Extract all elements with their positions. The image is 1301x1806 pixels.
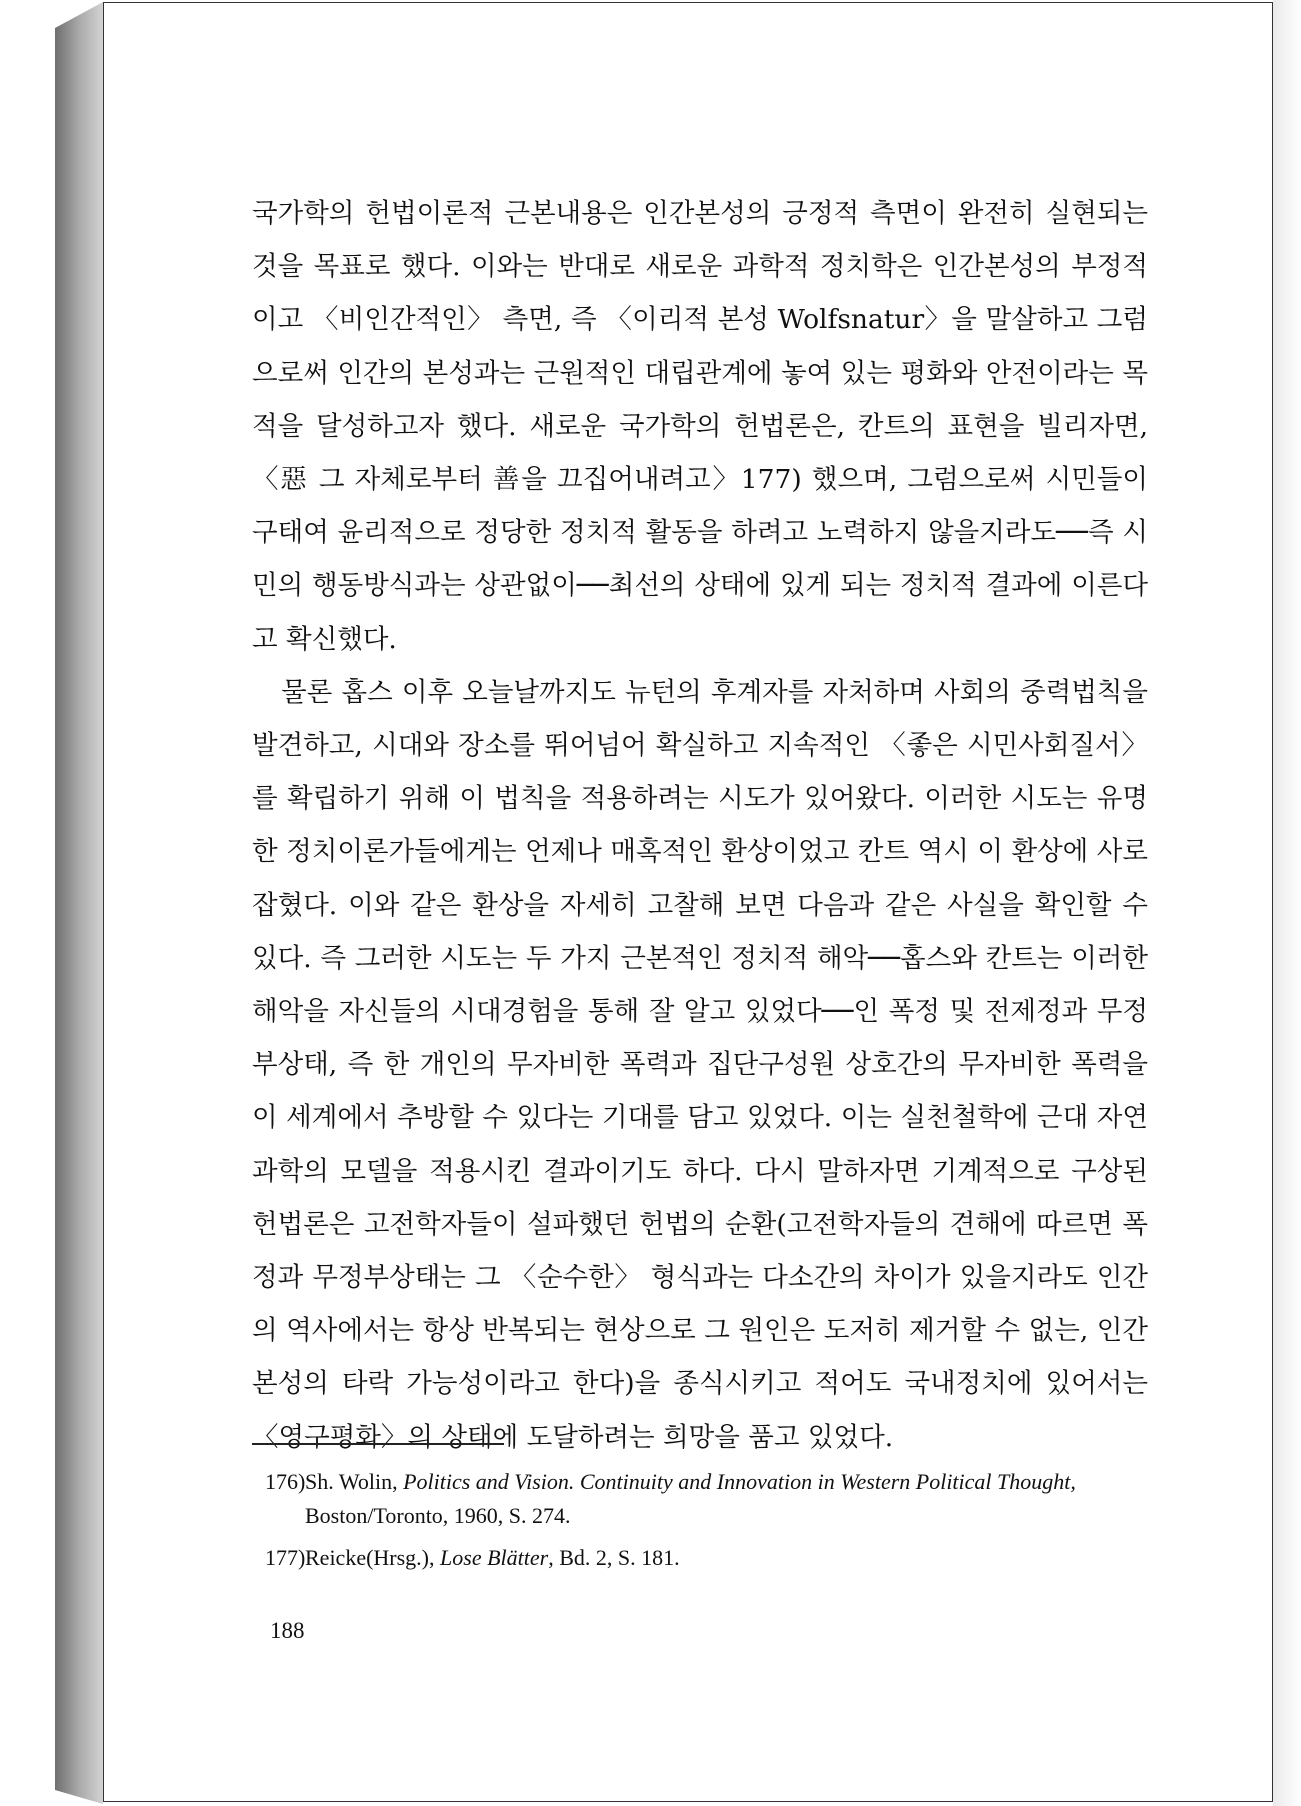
footnote-177 xyxy=(265,1541,1150,1575)
page-edge xyxy=(1273,0,1301,1806)
footnote-rest: Boston/Toronto, 1960, S. 274. xyxy=(305,1503,571,1528)
footnote-176 xyxy=(265,1465,1150,1533)
footnote-number: 176) xyxy=(265,1469,306,1494)
footnote-rest: , Bd. 2, S. 181. xyxy=(548,1545,680,1570)
footnote-title: Lose Blätter xyxy=(440,1545,549,1570)
footnote-text xyxy=(305,1465,1150,1533)
footnote-number: 177) xyxy=(265,1545,306,1570)
footnote-author: Sh. Wolin, xyxy=(305,1469,404,1494)
book-spine xyxy=(55,2,103,1804)
paragraph-1: 국가학의 헌법이론적 근본내용은 인간본성의 긍정적 측면이 완전히 실현되는 것을 목표로 했다. 이와는 반대로 새로운 과학적 정치학은 인간본성의 부정적이고 〈비인간적인〉 측면, 즉 〈이리적 본성 Wolfsnatur〉을 말살하고 그럼으로써 인간의 본성과는 근원적인 대립관계에 놓여 있는 평화와 안전이라는 목적을 달성하고자 했다. 새로운 국가학의 헌법론은, 칸트의 표현을 빌리자면, 〈惡 그 자체로부터 善을 끄집어내려고〉177) 했으며, 그럼으로써 시민들이 구태여 윤리적으로 정당한 정치적 활동을 하려고 노력하지 않을지라도──즉 시민의 행동방식과는 상관없이──최선의 상태에 있게 되는 정치적 결과에 이른다고 확신했다. xyxy=(252,198,1148,655)
footnote-title: Politics and Vision. Continuity and Innovation in Western Political Thought, xyxy=(403,1469,1076,1494)
footnotes xyxy=(265,1465,1150,1583)
footnote-divider xyxy=(252,1443,504,1445)
page-number: 188 xyxy=(270,1618,305,1643)
footnote-author: Reicke(Hrsg.), xyxy=(305,1545,441,1570)
footnote-text xyxy=(305,1541,1150,1575)
paragraph-2: 물론 홉스 이후 오늘날까지도 뉴턴의 후계자를 자처하며 사회의 중력법칙을 발견하고, 시대와 장소를 뛰어넘어 확실하고 지속적인 〈좋은 시민사회질서〉를 확립하기 위해 이 법칙을 적용하려는 시도가 있어왔다. 이러한 시도는 유명한 정치이론가들에게는 언제나 매혹적인 환상이었고 칸트 역시 이 환상에 사로잡혔다. 이와 같은 환상을 자세히 고찰해 보면 다음과 같은 사실을 확인할 수 있다. 즉 그러한 시도는 두 가지 근본적인 정치적 해악──홉스와 칸트는 이러한 해악을 자신들의 시대경험을 통해 잘 알고 있었다──인 폭정 및 전제정과 무정부상태, 즉 한 개인의 무자비한 폭력과 집단구성원 상호간의 무자비한 폭력을 이 세계에서 추방할 수 있다는 기대를 담고 있었다. 이는 실천철학에 근대 자연과학의 모델을 적용시킨 결과이기도 하다. 다시 말하자면 기계적으로 구상된 헌법론은 고전학자들이 설파했던 헌법의 순환(고전학자들의 견해에 따르면 폭정과 무정부상태는 그 〈순수한〉 형식과는 다소간의 차이가 있을지라도 인간의 역사에서는 항상 반복되는 현상으로 그 원인은 도저히 제거할 수 없는, 인간본성의 타락 가능성이라고 한다)을 종식시키고 적어도 국내정치에 있어서는 〈영구평화〉의 상태에 도달하려는 희망을 품고 있었다. xyxy=(252,676,1148,1453)
body-text xyxy=(252,187,1148,1464)
